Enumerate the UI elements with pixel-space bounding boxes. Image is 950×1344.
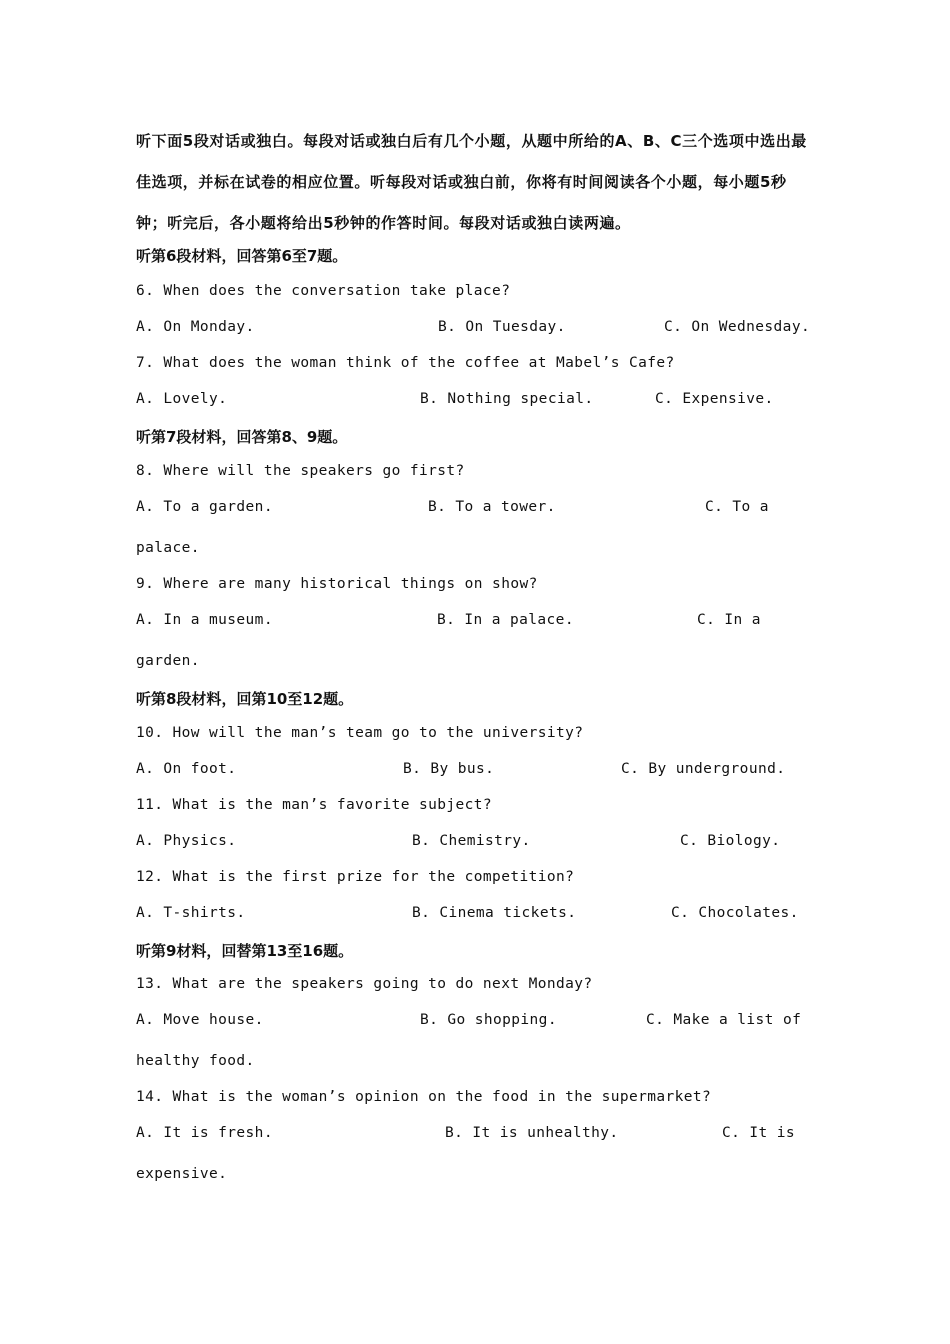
option-b: B. Chemistry. [412,833,531,849]
option-c-continued: garden. [136,653,200,669]
option-c: C. Make a list of [646,1012,802,1028]
option-a: A. To a garden. [136,499,273,515]
section-instructions: 听下面5段对话或独白。每段对话或独白后有几个小题，从题中所给的A、B、C三个选项中选出最佳选项，并标在试卷的相应位置。听每段对话或独白前，你将有时间阅读各个小题，每小题5秒钟；听完后，各小题将给出5秒钟的作答时间。每段对话或独白读两遍。 [136,132,807,232]
option-a: A. Move house. [136,1012,264,1028]
option-b: B. In a palace. [437,612,574,628]
option-a: A. It is fresh. [136,1125,273,1141]
option-a: A. In a museum. [136,612,273,628]
option-a: A. Lovely. [136,391,228,407]
option-a: A. On foot. [136,761,237,777]
question-text: 9. Where are many historical things on show? [136,576,538,592]
question-text: 11. What is the man’s favorite subject? [136,797,493,813]
option-a: A. On Monday. [136,319,255,335]
option-c-continued: healthy food. [136,1053,255,1069]
option-b: B. Cinema tickets. [412,905,577,921]
option-b: B. To a tower. [428,499,556,515]
option-b: B. Go shopping. [420,1012,557,1028]
option-a: A. Physics. [136,833,237,849]
section-heading: 听第9材料，回替第13至16题。 [136,942,354,960]
question-text: 10. How will the man’s team go to the university? [136,725,584,741]
question-text: 8. Where will the speakers go first? [136,463,465,479]
option-c: C. To a [705,499,769,515]
option-c: C. In a [697,612,761,628]
section-heading: 听第8段材料，回第10至12题。 [136,690,354,708]
option-a: A. T-shirts. [136,905,246,921]
question-text: 12. What is the first prize for the competition? [136,869,575,885]
option-c-continued: palace. [136,540,200,556]
option-c: C. Chocolates. [671,905,799,921]
option-c: C. It is [722,1125,796,1141]
option-c: C. Biology. [680,833,781,849]
option-b: B. Nothing special. [420,391,594,407]
section-heading: 听第7段材料，回答第8、9题。 [136,428,348,446]
option-c-continued: expensive. [136,1166,228,1182]
question-text: 14. What is the woman’s opinion on the food in the supermarket? [136,1089,712,1105]
option-b: B. On Tuesday. [438,319,566,335]
question-text: 6. When does the conversation take place? [136,283,511,299]
option-c: C. On Wednesday. [664,319,811,335]
option-b: B. By bus. [403,761,495,777]
option-b: B. It is unhealthy. [445,1125,619,1141]
question-text: 7. What does the woman think of the coffee at Mabel’s Cafe? [136,355,675,371]
option-c: C. By underground. [621,761,786,777]
question-text: 13. What are the speakers going to do next Monday? [136,976,593,992]
section-heading: 听第6段材料，回答第6至7题。 [136,247,348,265]
option-c: C. Expensive. [655,391,774,407]
